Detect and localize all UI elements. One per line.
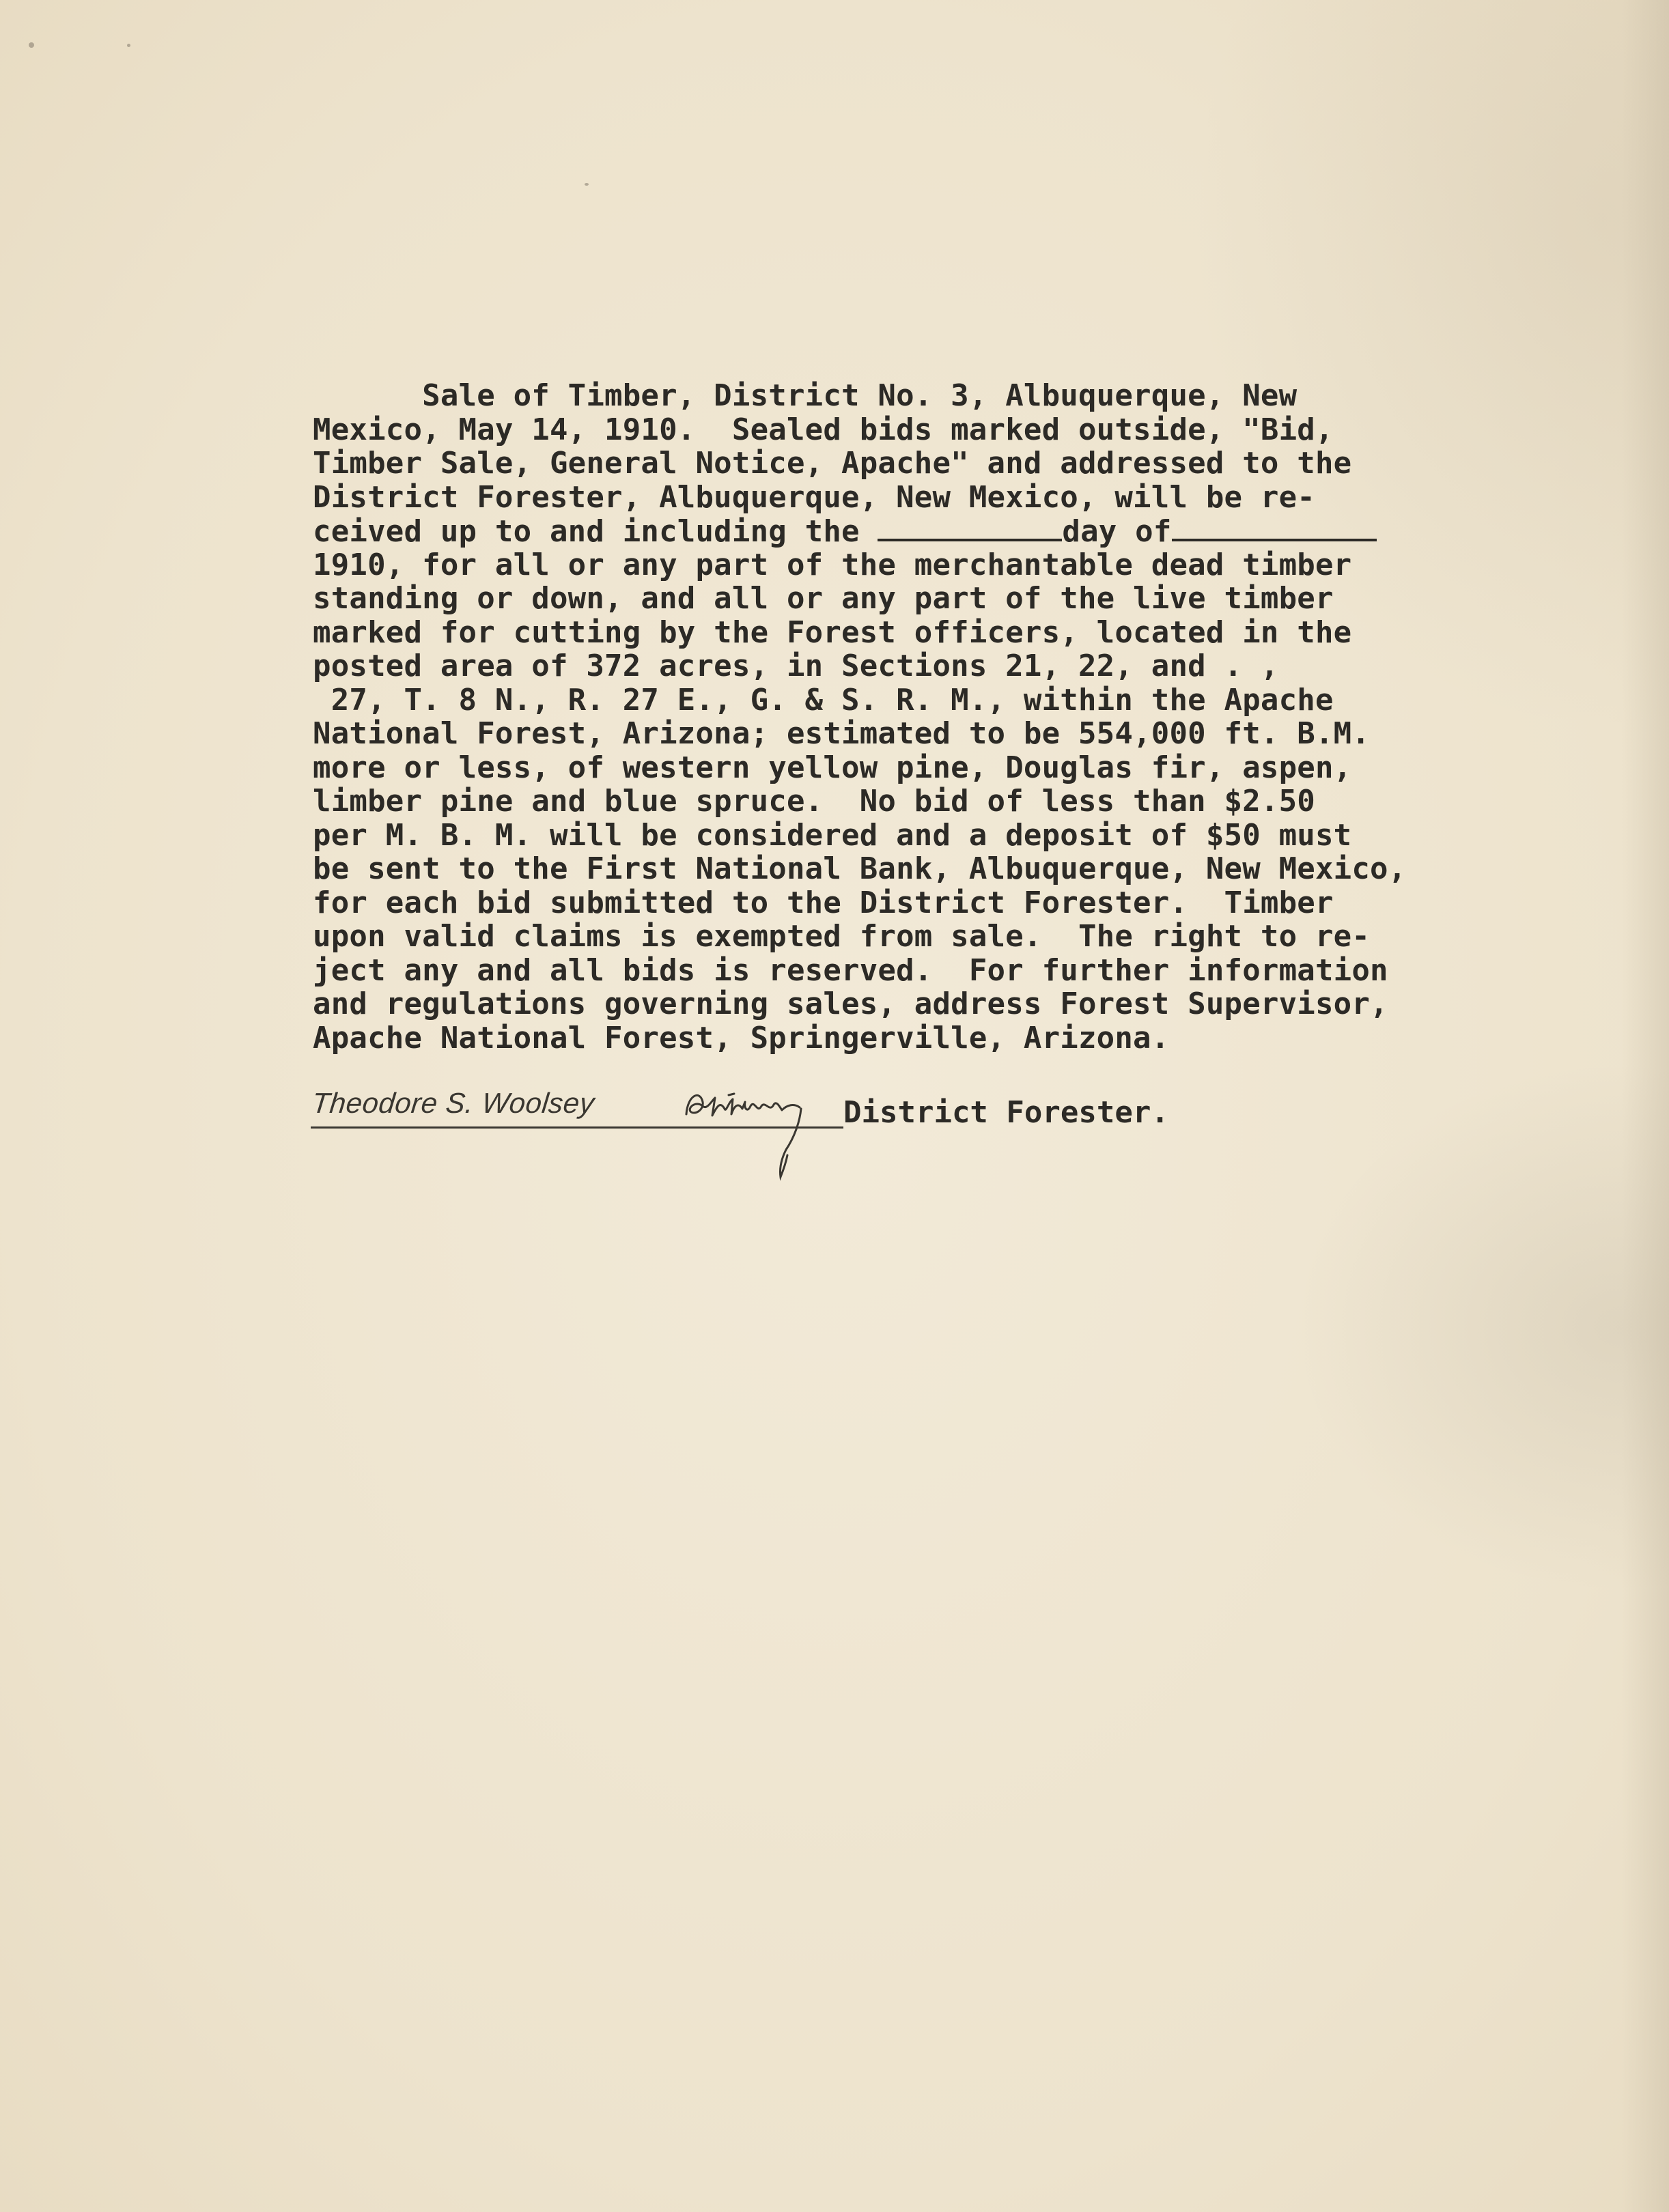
notice-line-17: upon valid claims is exempted from sale. The right to re- [313, 919, 1371, 954]
notice-line-16: for each bid submitted to the District Forester. Timber [313, 885, 1334, 920]
notice-line-14: per M. B. M. will be considered and a deposit of $50 must [313, 817, 1352, 853]
notice-line-11: National Forest, Arizona; estimated to be 554,000 ft. B.M. [313, 716, 1371, 751]
notice-line-12: more or less, of western yellow pine, Douglas fir, aspen, [313, 750, 1352, 785]
notice-line-5-mid: day of [1062, 514, 1172, 549]
signature-stamp-name: Theodore S. Woolsey [310, 1087, 596, 1119]
paper-speck [29, 42, 34, 48]
notice-line-19: and regulations governing sales, address Forest Supervisor, [313, 987, 1388, 1021]
timber-sale-notice [313, 379, 1542, 1055]
notice-line-7: standing or down, and all or any part of the live timber [313, 581, 1334, 616]
notice-line-6: 1910, for all or any part of the merchantable dead timber [313, 547, 1352, 582]
acting-handwritten-signature [679, 1075, 816, 1191]
paper-edge-shading [1621, 0, 1669, 2212]
notice-line-9: posted area of 372 acres, in Sections 21, 22, and . , [313, 649, 1279, 683]
notice-line-10: 27, T. 8 N., R. 27 E., G. & S. R. M., within the Apache [313, 682, 1334, 718]
notice-line-5 [313, 514, 1542, 548]
notice-line-1: Sale of Timber, District No. 3, Albuquerque, New [313, 378, 1298, 413]
notice-line-18: ject any and all bids is reserved. For further information [313, 952, 1388, 988]
notice-line-13: limber pine and blue spruce. No bid of less than $2.50 [313, 784, 1315, 819]
paper-speck [127, 44, 130, 47]
blank-month-field [1172, 514, 1377, 541]
notice-line-2: Mexico, May 14, 1910. Sealed bids marked outside, "Bid, [313, 412, 1334, 447]
notice-line-8: marked for cutting by the Forest officers, located in the [313, 614, 1352, 650]
notice-line-15: be sent to the First National Bank, Albuquerque, New Mexico, [313, 851, 1407, 886]
notice-line-5-start: ceived up to and including the [313, 514, 878, 549]
paper-speck [585, 183, 589, 186]
notice-line-20: Apache National Forest, Springerville, Arizona. [313, 1020, 1170, 1055]
notice-line-3: Timber Sale, General Notice, Apache" and addressed to the [313, 446, 1352, 481]
blank-day-field [878, 514, 1062, 541]
notice-line-4: District Forester, Albuquerque, New Mexico, will be re- [313, 479, 1315, 515]
signature-block [311, 1087, 1267, 1196]
signature-title: District Forester. [843, 1095, 1169, 1130]
